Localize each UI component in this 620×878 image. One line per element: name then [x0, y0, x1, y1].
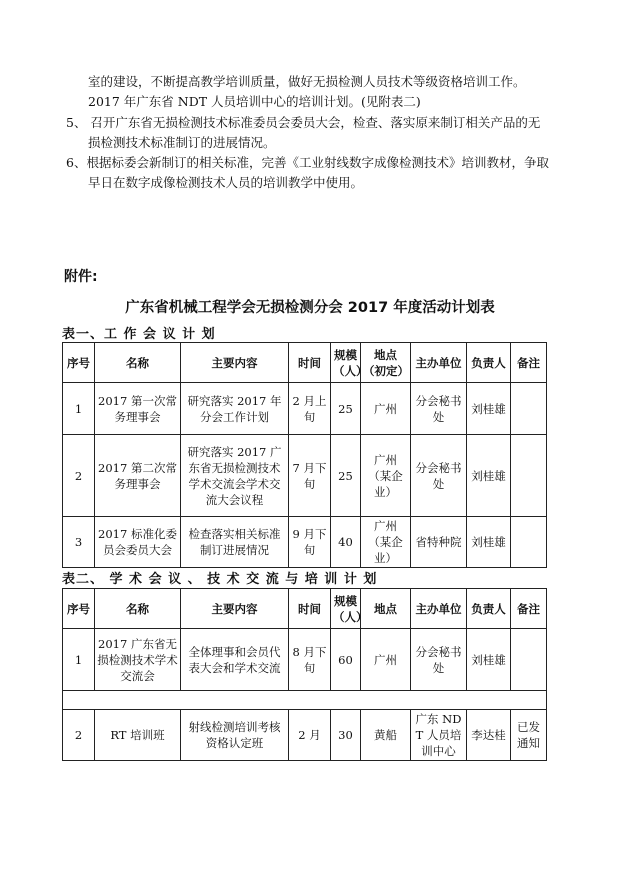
table1-header-row [63, 343, 547, 383]
cell-organizer: 广东 NDT 人员培训中心 [411, 710, 467, 761]
cell-organizer: 分会秘书处 [411, 435, 467, 517]
intro-line-4: 损检测技术标准制订的进展情况。 [88, 135, 276, 150]
cell-name: 2017 第一次常务理事会 [95, 383, 181, 435]
cell-content: 射线检测培训考核资格认定班 [181, 710, 289, 761]
intro-line-3: 5、 召开广东省无损检测技术标准委员会委员大会，检查、落实原来制订相关产品的无 [66, 115, 541, 130]
header-location: 地点（初定） [361, 343, 411, 383]
header-content: 主要内容 [181, 589, 289, 629]
cell-index: 1 [63, 383, 95, 435]
table-row [63, 517, 547, 568]
table-row [63, 629, 547, 691]
cell-index: 2 [63, 710, 95, 761]
table1-caption: 表一、工 作 会 议 计 划 [62, 327, 216, 342]
cell-name: RT 培训班 [95, 710, 181, 761]
header-location: 地点 [361, 589, 411, 629]
header-notes: 备注 [511, 343, 547, 383]
cell-notes [511, 517, 547, 568]
table-row [63, 710, 547, 761]
cell-content: 研究落实 2017 年分会工作计划 [181, 383, 289, 435]
cell-person: 刘桂雄 [467, 517, 511, 568]
cell-name: 2017 广东省无损检测技术学术交流会 [95, 629, 181, 691]
header-index: 序号 [63, 589, 95, 629]
cell-name: 2017 第二次常务理事会 [95, 435, 181, 517]
cell-notes [511, 383, 547, 435]
header-notes: 备注 [511, 589, 547, 629]
cell-notes: 已发通知 [511, 710, 547, 761]
header-content: 主要内容 [181, 343, 289, 383]
cell-content: 研究落实 2017 广东省无损检测技术学术交流会学术交流大会议程 [181, 435, 289, 517]
cell-person: 李达桂 [467, 710, 511, 761]
cell-notes [511, 629, 547, 691]
table-row [63, 435, 547, 517]
header-organizer: 主办单位 [411, 343, 467, 383]
header-name: 名称 [95, 589, 181, 629]
attachment-label: 附件: [64, 269, 98, 285]
cell-notes [511, 435, 547, 517]
cell-scale: 25 [331, 383, 361, 435]
header-name: 名称 [95, 343, 181, 383]
header-person: 负责人 [467, 589, 511, 629]
header-person: 负责人 [467, 343, 511, 383]
cell-location: 广州 [361, 629, 411, 691]
cell-person: 刘桂雄 [467, 435, 511, 517]
cell-content: 检查落实相关标准制订进展情况 [181, 517, 289, 568]
intro-line-5: 6、根据标委会新制订的相关标准，完善《工业射线数字成像检测技术》培训教材，争取 [66, 155, 549, 170]
cell-index: 1 [63, 629, 95, 691]
header-time: 时间 [289, 589, 331, 629]
cell-index: 3 [63, 517, 95, 568]
cell-time: 8 月下旬 [289, 629, 331, 691]
document-title: 广东省机械工程学会无损检测分会 2017 年度活动计划表 [125, 300, 495, 316]
table2-caption: 表二、 学 术 会 议 、 技 术 交 流 与 培 训 计 划 [62, 572, 378, 587]
spacer-cell [63, 691, 547, 710]
intro-line-6: 早日在数字成像检测技术人员的培训教学中使用。 [88, 175, 364, 190]
cell-time: 2 月上旬 [289, 383, 331, 435]
work-meeting-table [62, 342, 547, 568]
header-index: 序号 [63, 343, 95, 383]
cell-content: 全体理事和会员代表大会和学术交流 [181, 629, 289, 691]
intro-line-2: 2017 年广东省 NDT 人员培训中心的培训计划。(见附表二) [88, 94, 421, 109]
cell-person: 刘桂雄 [467, 629, 511, 691]
cell-location: 黄船 [361, 710, 411, 761]
cell-organizer: 分会秘书处 [411, 383, 467, 435]
cell-organizer: 分会秘书处 [411, 629, 467, 691]
cell-scale: 40 [331, 517, 361, 568]
cell-scale: 25 [331, 435, 361, 517]
header-scale: 规模（人） [331, 343, 361, 383]
cell-index: 2 [63, 435, 95, 517]
cell-organizer: 省特种院 [411, 517, 467, 568]
cell-location: 广州（某企业） [361, 435, 411, 517]
table-row [63, 383, 547, 435]
cell-scale: 60 [331, 629, 361, 691]
cell-time: 7 月下旬 [289, 435, 331, 517]
header-time: 时间 [289, 343, 331, 383]
cell-location: 广州 [361, 383, 411, 435]
header-organizer: 主办单位 [411, 589, 467, 629]
cell-location: 广州（某企业） [361, 517, 411, 568]
cell-scale: 30 [331, 710, 361, 761]
cell-name: 2017 标准化委员会委员大会 [95, 517, 181, 568]
table-spacer-row [63, 691, 547, 710]
table2-header-row [63, 589, 547, 629]
intro-line-1: 室的建设，不断提高教学培训质量，做好无损检测人员技术等级资格培训工作。 [88, 74, 526, 89]
cell-time: 9 月下旬 [289, 517, 331, 568]
header-scale: 规模（人） [331, 589, 361, 629]
academic-training-table [62, 588, 547, 761]
cell-person: 刘桂雄 [467, 383, 511, 435]
cell-time: 2 月 [289, 710, 331, 761]
